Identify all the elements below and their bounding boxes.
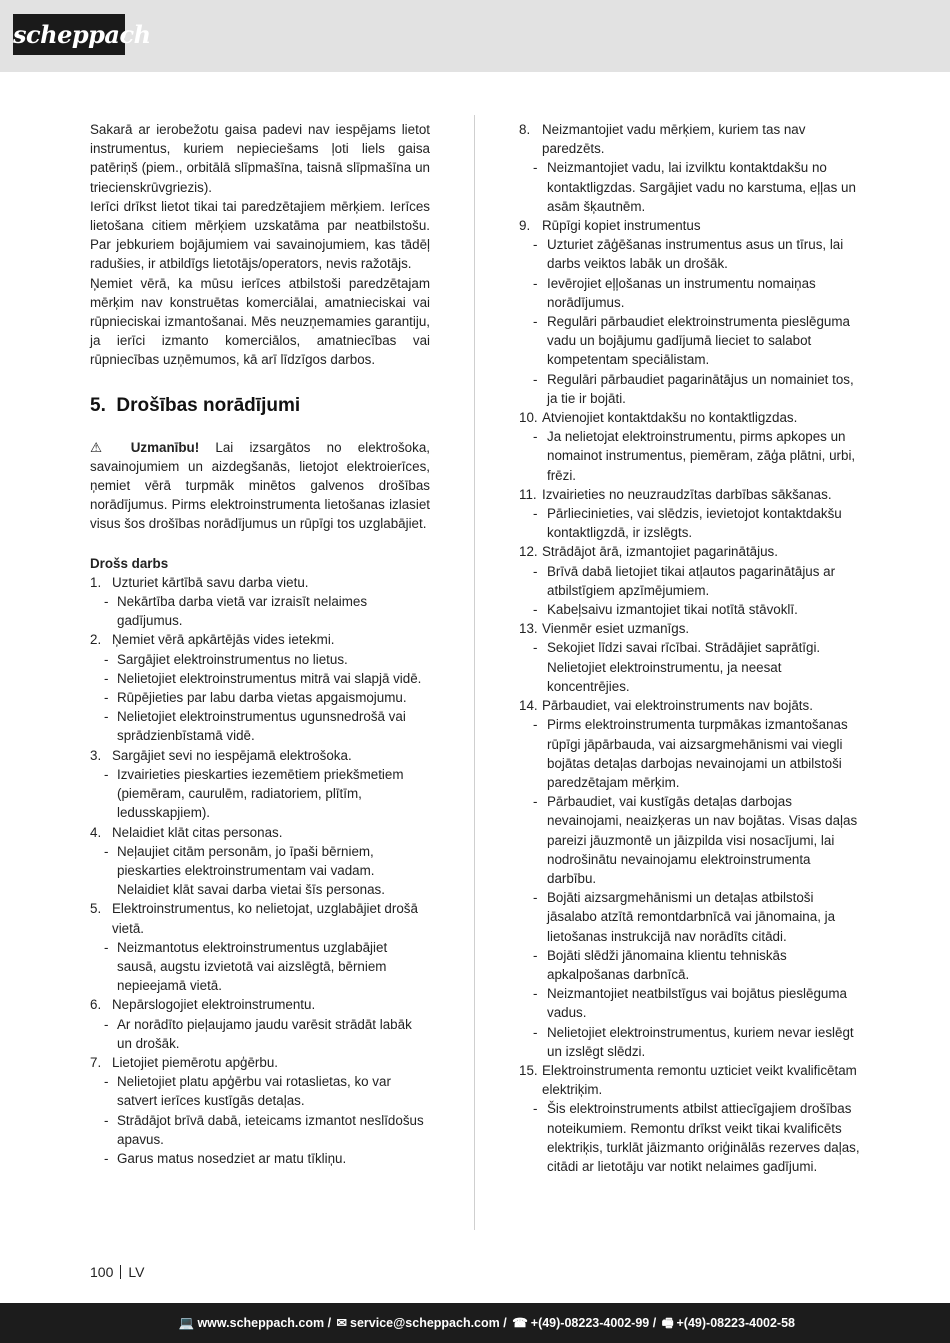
footer-website[interactable]: www.scheppach.com	[197, 1316, 325, 1330]
footer-separator: /	[324, 1316, 335, 1330]
bullet-item	[90, 1111, 430, 1149]
footer-fax: +(49)-08223-4002-58	[676, 1316, 795, 1330]
bullet-item	[519, 504, 860, 542]
dash-bullet-icon: -	[533, 640, 538, 656]
warning-text: Lai izsargātos no elektrošoka, savainojumiem un aizdegšanās, lietojot elektroierīces, ņemiet vērā turpmāk minētos galvenos drošības norādījumus. Pirms elektroinstrumenta lietošanas izlasiet visus šos drošības norādījumus un rūpīgi tos uzglabājiet.	[90, 439, 430, 532]
dash-bullet-icon: -	[533, 506, 538, 522]
numbered-item	[519, 408, 860, 427]
right-item-list	[519, 120, 860, 1176]
bullet-text: Sargājiet elektroinstrumentus no lietus.	[117, 651, 348, 667]
subheading: Drošs darbs	[90, 555, 169, 571]
item-number: 12.	[519, 544, 538, 560]
dash-bullet-icon: -	[533, 371, 538, 387]
dash-bullet-icon: -	[533, 429, 538, 445]
left-item-list	[90, 573, 430, 1168]
dash-bullet-icon: -	[533, 794, 538, 810]
dash-bullet-icon: -	[533, 986, 538, 1002]
bullet-text: Uzturiet zāģēšanas instrumentus asus un tīrus, lai darbs veiktos labāk un drošāk.	[547, 237, 844, 272]
bullet-item	[519, 370, 860, 408]
numbered-item	[519, 619, 860, 638]
item-number: 15.	[519, 1062, 538, 1078]
dash-bullet-icon: -	[104, 1112, 109, 1128]
item-text: Rūpīgi kopiet instrumentus	[542, 218, 701, 234]
bullet-text: Nelietojiet elektroinstrumentus ugunsnedrošā vai sprādzienbīstamā vidē.	[117, 709, 406, 744]
bullet-item	[90, 765, 430, 823]
item-text: Ņemiet vērā apkārtējās vides ietekmi.	[112, 632, 335, 648]
section-number: 5.	[90, 394, 106, 416]
bullet-text: Nekārtība darba vietā var izraisīt nelaimes gadījumus.	[117, 594, 368, 629]
item-number: 5.	[90, 901, 102, 917]
phone-icon: ☎	[512, 1316, 528, 1330]
bullet-text: Rūpējieties par labu darba vietas apgaismojumu.	[117, 690, 407, 706]
bullet-item	[90, 707, 430, 745]
bullet-item	[519, 427, 860, 485]
item-number: 11.	[519, 486, 537, 502]
dash-bullet-icon: -	[104, 670, 109, 686]
bullet-item	[519, 946, 860, 984]
dash-bullet-icon: -	[533, 160, 538, 176]
bullet-text: Kabeļsaivu izmantojiet tikai notītā stāvoklī.	[547, 602, 798, 618]
dash-bullet-icon: -	[104, 651, 109, 667]
bullet-item	[90, 669, 430, 688]
header-bar	[0, 0, 950, 72]
right-column	[519, 120, 860, 1176]
bullet-text: Pirms elektroinstrumenta turpmākas izmantošanas rūpīgi jāpārbauda, vai aizsargmehānismi vai viegli bojātas detaļas darbojas nevainojami un atbilstoši paredzētajam mērķim.	[547, 717, 848, 790]
dash-bullet-icon: -	[104, 939, 109, 955]
dash-bullet-icon: -	[533, 717, 538, 733]
intro-block	[90, 120, 430, 370]
bullet-text: Garus matus nosedziet ar matu tīkliņu.	[117, 1150, 347, 1166]
item-text: Lietojiet piemērotu apģērbu.	[112, 1054, 279, 1070]
dash-bullet-icon: -	[533, 237, 538, 253]
dash-bullet-icon: -	[104, 1016, 109, 1032]
item-number: 8.	[519, 122, 531, 137]
page-separator	[120, 1265, 121, 1279]
column-divider	[474, 115, 475, 1230]
bullet-text: Sekojiet līdzi savai rīcībai. Strādājiet saprātīgi. Nelietojiet elektroinstrumentu, ja neesat koncentrējies.	[547, 640, 821, 694]
item-number: 2.	[90, 632, 102, 648]
item-number: 6.	[90, 997, 102, 1013]
bullet-item	[519, 1023, 860, 1061]
bullet-item	[519, 600, 860, 619]
intro-paragraph: Ņemiet vērā, ka mūsu ierīces atbilstoši paredzētajam mērķim nav konstruētas komerciālai, amatnieciskai vai rūpnieciskai izmantošanai. Mēs neuzņemamies garantiju, ja ierīci izmanto komerciālos, amatniecības vai rūpniecības uzņēmumos, kā arī līdzīgos darbos.	[90, 275, 430, 368]
numbered-item	[90, 823, 430, 842]
bullet-item	[90, 842, 430, 900]
dash-bullet-icon: -	[104, 1150, 109, 1166]
numbered-item	[90, 1053, 430, 1072]
numbered-item	[90, 899, 430, 937]
dash-bullet-icon: -	[104, 709, 109, 725]
scheppach-logo: scheppach	[13, 14, 125, 55]
footer-phone: +(49)-08223-4002-99	[530, 1316, 650, 1330]
bullet-text: Regulāri pārbaudiet elektroinstrumenta pieslēguma vadu un bojājumu gadījumā lieciet to salabot kompetentam speciālistam.	[547, 314, 850, 368]
bullet-item	[519, 792, 860, 888]
dash-bullet-icon: -	[533, 275, 538, 291]
dash-bullet-icon: -	[104, 594, 109, 610]
bullet-item	[519, 1099, 860, 1176]
bullet-item	[519, 715, 860, 792]
bullet-item	[90, 1149, 430, 1168]
item-text: Elektroinstrumentus, ko nelietojat, uzglabājiet drošā vietā.	[112, 901, 418, 936]
numbered-item	[519, 1061, 860, 1099]
bullet-item	[519, 158, 860, 216]
bullet-text: Nelietojiet elektroinstrumentus mitrā vai slapjā vidē.	[117, 670, 422, 686]
bullet-text: Pārbaudiet, vai kustīgās detaļas darbojas nevainojami, neaizķeras un nav bojātas. Visas daļas pareizi jāuzmontē un jāizpilda visi nosacījumi, lai nodrošinātu nevainojamu elektroinstrumenta darbību.	[547, 794, 858, 886]
bullet-text: Izvairieties pieskarties iezemētiem priekšmetiem (piemēram, caurulēm, radiatoriem, plītīm, ledusskapjiem).	[117, 766, 404, 821]
fax-icon: 🖷	[661, 1316, 674, 1330]
dash-bullet-icon: -	[533, 1024, 538, 1040]
dash-bullet-icon: -	[533, 602, 538, 618]
item-number: 7.	[90, 1054, 102, 1070]
item-number: 14.	[519, 698, 538, 714]
bullet-text: Neizmantojiet vadu, lai izvilktu kontaktdakšu no kontaktligzdas. Sargājiet vadu no karstuma, eļļas un asām šķautnēm.	[547, 160, 856, 214]
item-number: 3.	[90, 747, 102, 763]
numbered-item	[519, 696, 860, 715]
bullet-item	[519, 638, 860, 696]
footer-separator: /	[499, 1316, 511, 1330]
footer-contacts	[177, 1303, 795, 1343]
bullet-item	[90, 592, 430, 630]
numbered-item	[519, 542, 860, 561]
footer-bar	[0, 1303, 950, 1343]
warning-label: Uzmanību!	[130, 439, 200, 455]
bullet-text: Bojāti aizsargmehānismi un detaļas atbilstoši jāsalabo atzītā remontdarbnīcā vai jānomaina, ja lietošanas instrukcijā nav norādīts citādi.	[547, 890, 836, 944]
bullet-text: Neļaujiet citām personām, jo īpaši bērniem, pieskarties elektroinstrumentam vai vadam. Nelaidiet klāt savai darba vietai šīs personas.	[117, 843, 385, 898]
item-text: Neizmantojiet vadu mērķiem, kuriem tas nav paredzēts.	[542, 122, 806, 157]
bullet-item	[90, 688, 430, 707]
bullet-item	[90, 1072, 430, 1110]
item-text: Elektroinstrumenta remontu uzticiet veikt kvalificētam elektriķim.	[542, 1062, 857, 1098]
left-column	[90, 120, 430, 1168]
bullet-item	[519, 984, 860, 1022]
bullet-item	[519, 235, 860, 273]
item-text: Uzturiet kārtībā savu darba vietu.	[112, 574, 309, 590]
dash-bullet-icon: -	[104, 690, 109, 706]
bullet-item	[519, 562, 860, 600]
dash-bullet-icon: -	[533, 947, 538, 963]
bullet-text: Nelietojiet elektroinstrumentus, kuriem nevar ieslēgt un izslēgt slēdzi.	[547, 1024, 854, 1059]
section-heading	[90, 395, 430, 417]
page-language: LV	[128, 1264, 145, 1280]
item-number: 9.	[519, 218, 531, 234]
bullet-text: Bojāti slēdži jānomaina klientu tehniskās apkalpošanas darbnīcā.	[547, 947, 787, 982]
intro-paragraph: Sakarā ar ierobežotu gaisa padevi nav iespējams lietot instrumentus, kuriem nepieciešams ļoti liels gaisa patēriņš (piem., orbitālā slīpmašīna, taisnā slīpmašīna un triecienskrūvgriezis).	[90, 122, 430, 195]
numbered-item	[90, 573, 430, 592]
item-text: Nepārslogojiet elektroinstrumentu.	[112, 997, 316, 1013]
numbered-item	[519, 120, 860, 158]
dash-bullet-icon: -	[533, 314, 538, 330]
bullet-text: Ar norādīto pieļaujamo jaudu varēsit strādāt labāk un drošāk.	[117, 1016, 412, 1051]
item-number: 1.	[90, 574, 102, 590]
bullet-item	[90, 650, 430, 669]
footer-email[interactable]: service@scheppach.com	[350, 1316, 500, 1330]
bullet-text: Neizmantojiet neatbilstīgus vai bojātus pieslēguma vadus.	[547, 986, 847, 1021]
dash-bullet-icon: -	[533, 890, 538, 906]
numbered-item	[90, 630, 430, 649]
item-number: 13.	[519, 621, 538, 637]
numbered-item	[519, 216, 860, 235]
page-number-block	[90, 1264, 144, 1280]
computer-icon: 💻	[178, 1316, 195, 1330]
section-title: Drošības norādījumi	[116, 394, 301, 416]
dash-bullet-icon: -	[104, 843, 109, 859]
bullet-text: Ja nelietojat elektroinstrumentu, pirms apkopes un nomainot instrumentus, piemēram, zāģa plātni, urbi, frēzi.	[547, 429, 856, 483]
numbered-item	[519, 485, 860, 504]
bullet-item	[90, 938, 430, 996]
numbered-item	[90, 746, 430, 765]
item-text: Strādājot ārā, izmantojiet pagarinātājus.	[542, 544, 778, 560]
item-text: Izvairieties no neuzraudzītas darbības sākšanas.	[542, 486, 832, 502]
warning-paragraph	[90, 438, 430, 534]
item-text: Nelaidiet klāt citas personas.	[112, 824, 283, 840]
bullet-text: Nelietojiet platu apģērbu vai rotaslietas, ko var satvert ierīces kustīgās detaļas.	[117, 1074, 391, 1109]
numbered-item	[90, 995, 430, 1014]
bullet-text: Pārliecinieties, vai slēdzis, ievietojot kontaktdakšu kontaktligzdā, ir izslēgts.	[547, 506, 842, 541]
bullet-item	[90, 1015, 430, 1053]
bullet-text: Brīvā dabā lietojiet tikai atļautos pagarinātājus ar atbilstīgiem apzīmējumiem.	[547, 563, 836, 598]
item-text: Atvienojiet kontaktdakšu no kontaktligzdas.	[542, 410, 798, 426]
bullet-item	[519, 888, 860, 946]
item-number: 10.	[519, 410, 538, 426]
item-number: 4.	[90, 824, 102, 840]
dash-bullet-icon: -	[104, 1074, 109, 1090]
bullet-item	[519, 312, 860, 370]
bullet-text: Šis elektroinstruments atbilst attiecīgajiem drošības noteikumiem. Remontu drīkst veikt tikai kvalificēts elektriķis, turklāt jāizmanto oriģinālās rezerves daļas, citādi ar lietotāju var notikt nelaimes gadījumi.	[547, 1101, 860, 1174]
page-number: 100	[90, 1264, 114, 1280]
item-text: Pārbaudiet, vai elektroinstruments nav bojāts.	[542, 698, 813, 714]
item-text: Vienmēr esiet uzmanīgs.	[542, 621, 690, 637]
dash-bullet-icon: -	[104, 766, 109, 782]
item-text: Sargājiet sevi no iespējamā elektrošoka.	[112, 747, 352, 763]
bullet-text: Ievērojiet eļļošanas un instrumentu nomaiņas norādījumus.	[547, 275, 816, 310]
intro-paragraph: Ierīci drīkst lietot tikai tai paredzētajiem mērķiem. Ierīces lietošana citiem mērķiem uzskatāma par neatbilstošu. Par jebkuriem bojājumiem vai savainojumiem, kas tādēļ radušies, ir atbildīgs lietotājs/operators, nevis ražotājs.	[90, 198, 430, 272]
bullet-item	[519, 274, 860, 312]
bullet-text: Neizmantotus elektroinstrumentus uzglabājiet sausā, augstu izvietotā vai aizslēgtā, bērniem nepieejamā vietā.	[117, 939, 388, 994]
dash-bullet-icon: -	[533, 563, 538, 579]
warning-icon: ⚠	[90, 439, 115, 455]
dash-bullet-icon: -	[533, 1101, 538, 1117]
bullet-text: Strādājot brīvā dabā, ieteicams izmantot neslīdošus apavus.	[117, 1112, 424, 1147]
bullet-text: Regulāri pārbaudiet pagarinātājus un nomainiet tos, ja tie ir bojāti.	[547, 371, 854, 406]
footer-separator: /	[649, 1316, 660, 1330]
mail-icon: ✉	[336, 1316, 347, 1330]
